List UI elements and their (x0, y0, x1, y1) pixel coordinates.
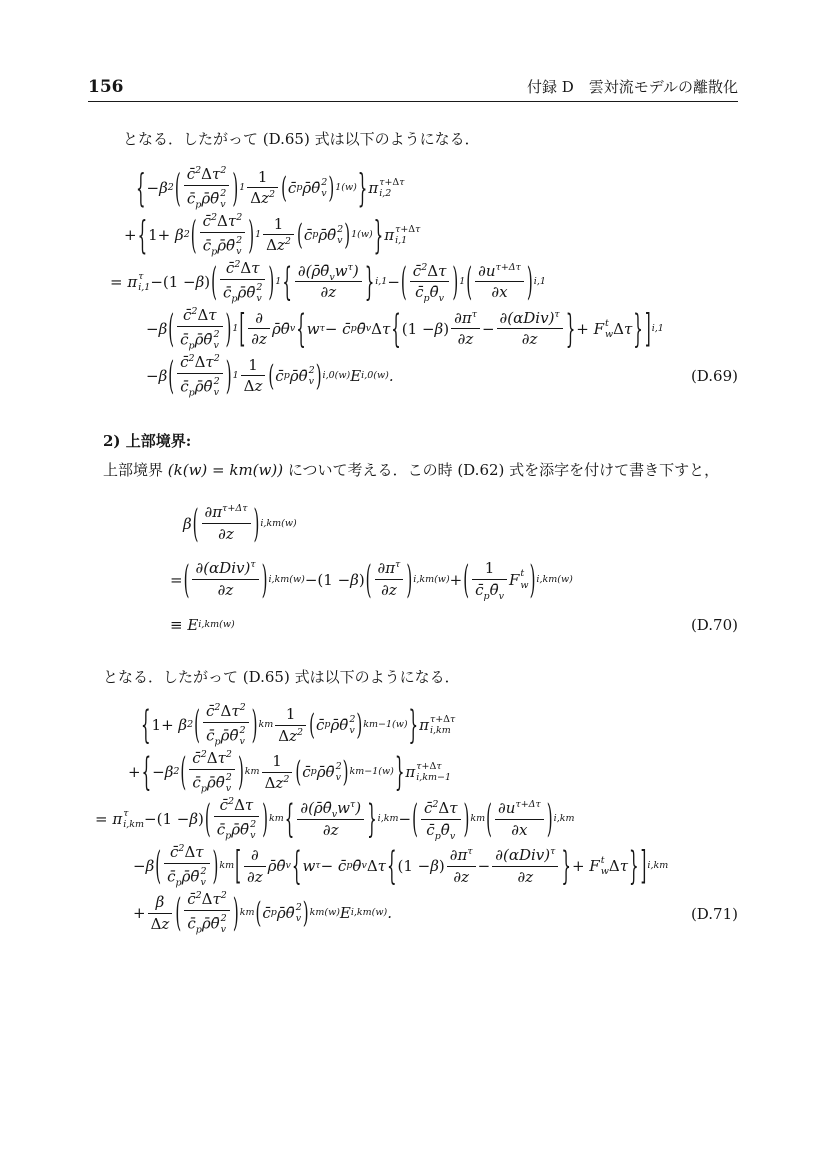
equation-line (88, 890, 738, 937)
equation-line (88, 306, 738, 353)
paragraph-intro-2: となる．したがって (D.65) 式は以下のようになる． (103, 667, 460, 686)
equation-line (88, 212, 738, 259)
equation-number: (D.71) (690, 904, 738, 923)
equation-number: (D.69) (690, 367, 738, 385)
equation-line (88, 496, 738, 552)
paragraph-section2: 上部境界 (k(w) = km(w)) について考える．この時 (D.62) 式を添字を付けて書き下すと， (103, 461, 720, 479)
equation-d71 (88, 702, 738, 937)
equation-content: { 1 + β 2 ( $c̄^2\Delta\tau^2$ $c̄_p\rhō\thetā$ 2 v ) km 1 $\Delta z^2$ ( c̄ p ρ̄θ̄ 2 v ) km−1(w) } π τ+Δτ i,km (141, 702, 456, 749)
page-header (88, 76, 738, 102)
equation-content: −β ( c̄$^2$Δτ $c̄_p\rhō\thetā$ 2 v ) 1 [ ∂ ∂z ρ̄θ̄ v { w τ − c̄ p θ̄ v Δ τ { (1 − β ) $\partial\pi^\tau$ ∂z − $\partial(\alpha Div)^\tau$ ∂z } + F t w Δ τ } ] i,1 (146, 305, 664, 352)
equation-content: −β ( $c̄^2\Delta\tau^2$ $c̄_p\rhō\thetā$ 2 v ) 1 1 Δz ( c̄ p ρ̄θ̄ 2 v ) i,0(w) E i,0(w) . (146, 352, 394, 399)
equation-line (88, 702, 738, 749)
equation-line (88, 749, 738, 796)
equation-content: −β ( c̄$^2$Δτ $c̄_p\rhō\thetā$ 2 v ) km [ ∂ ∂z ρ̄θ̄ v { w τ − c̄ p θ̄ v Δ τ { (1 − β ) $\partial\pi^\tau$ ∂z − $\partial(\alpha Div)^\tau$ ∂z } + F t w Δ τ } ] i,km (133, 843, 669, 890)
equation-number: (D.70) (690, 615, 738, 634)
equation-line (88, 843, 738, 890)
equation-d70 (88, 496, 738, 642)
equation-content: { −β 2 ( $c̄^2\Delta\tau^2$ $c̄_p\rhō\thetā$ 2 v ) 1 1 $\Delta z^2$ ( c̄ p ρ̄θ̄ 2 v ) 1(w) } π τ+Δτ i,2 (136, 164, 405, 211)
equation-content: + { −β 2 ( $c̄^2\Delta\tau^2$ $c̄_p\rhō\thetā$ 2 v ) km 1 $\Delta z^2$ ( c̄ p ρ̄θ̄ 2 v ) km−1(w) } π τ+Δτ i,km−1 (128, 749, 452, 796)
equation-d69 (88, 165, 738, 400)
page-number: 156 (88, 77, 124, 97)
equation-content: + { 1 + β 2 ( $c̄^2\Delta\tau^2$ $c̄_p\rhō\thetā$ 2 v ) 1 1 $\Delta z^2$ ( c̄ p ρ̄θ̄ 2 v ) 1(w) } π τ+Δτ i,1 (124, 211, 421, 258)
equation-content: = π τ i,1 − (1 − β ) ( c̄$^2$Δτ $c̄_p\rhō\thetā$ 2 v ) 1 { $\partial(\rhō\thetā_vw^\tau)$ ∂z } i,1 − ( c̄$^2$Δτ $c̄_p\thetā_v$ ) 1 ( $\partial u^{\tau+\Delta\tau}$ ∂x ) i,1 (110, 258, 546, 305)
paragraph-intro-1: となる．したがって (D.65) 式は以下のようになる． (123, 130, 480, 148)
equation-line (88, 259, 738, 306)
equation-content: ≡ E i,km(w) (170, 615, 235, 634)
equation-content: = π τ i,km − (1 − β ) ( c̄$^2$Δτ $c̄_p\rhō\thetā$ 2 v ) km { $\partial(\rhō\thetā_vw^\tau)$ ∂z } i,km − ( c̄$^2$Δτ $c̄_p\thetā_v$ ) km ( $\partial u^{\tau+\Delta\tau}$ ∂x ) i,km (95, 796, 575, 843)
equation-line (88, 165, 738, 212)
equation-content: β ( $\partial\pi^{\tau+\Delta\tau}$ ∂z ) i,km(w) (183, 500, 297, 547)
equation-line (88, 796, 738, 843)
equation-line (88, 552, 738, 608)
running-title: 付録 D 雲対流モデルの離散化 (526, 78, 738, 96)
equation-content: + β Δz ( $c̄^2\Delta\tau^2$ $c̄_p\rhō\thetā$ 2 v ) km ( c̄ p ρ̄θ̄ 2 v ) km(w) E i,km(w) . (133, 890, 393, 937)
equation-content: = ( $\partial(\alpha Div)^\tau$ ∂z ) i,km(w) − (1 − β ) ( $\partial\pi^\tau$ ∂z ) i,km(w) + ( 1 $c̄_p\thetā_v$ F t w ) i,km(w) (170, 556, 573, 603)
equation-line (88, 353, 738, 400)
equation-line (88, 608, 738, 642)
section-heading: 2) 上部境界: (103, 431, 192, 450)
